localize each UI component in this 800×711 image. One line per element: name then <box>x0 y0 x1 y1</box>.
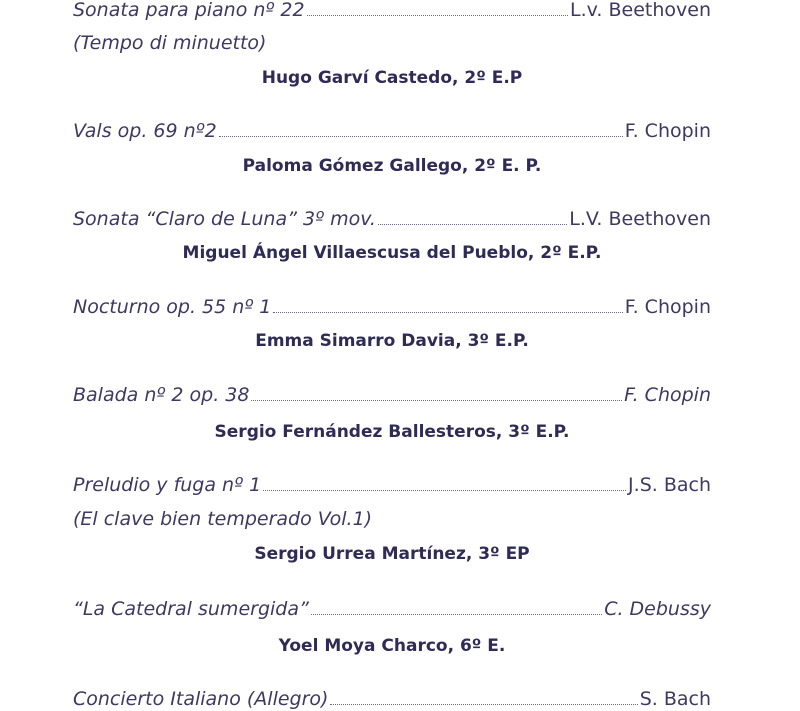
piece-line-vals <box>73 119 711 143</box>
piece-line-concierto-italiano <box>73 687 711 711</box>
performer: Sergio Fernández Ballesteros, 3º E.P. <box>214 422 570 442</box>
dot-leader <box>378 224 567 225</box>
piece-title: Concierto Italiano (Allegro) <box>73 688 329 710</box>
performer: Yoel Moya Charco, 6º E. <box>278 636 506 656</box>
piece-line-preludio <box>73 473 711 497</box>
piece-title: Balada nº 2 op. 38 <box>73 384 250 406</box>
piece-title: “La Catedral sumergida” <box>73 598 309 620</box>
performer: Paloma Gómez Gallego, 2º E. P. <box>242 156 542 176</box>
dot-leader <box>251 400 622 401</box>
piece-line-balada <box>73 383 711 407</box>
piece-title: Vals op. 69 nº2 <box>73 120 217 142</box>
composer: L.v. Beethoven <box>570 0 711 21</box>
dot-leader <box>307 15 568 16</box>
dot-leader <box>311 614 602 615</box>
dot-leader <box>263 490 626 491</box>
performer: Sergio Urrea Martínez, 3º EP <box>254 544 530 564</box>
performer: Hugo Garví Castedo, 2º E.P <box>261 68 523 88</box>
dot-leader <box>273 312 622 313</box>
composer: F. Chopin <box>624 384 711 406</box>
piece-subtitle: (El clave bien temperado Vol.1) <box>73 508 373 530</box>
composer: F. Chopin <box>624 296 711 318</box>
dot-leader <box>330 704 637 705</box>
dot-leader <box>219 136 623 137</box>
piece-title: Preludio y fuga nº 1 <box>73 474 262 496</box>
piece-title: Nocturno op. 55 nº 1 <box>73 296 272 318</box>
piece-title: Sonata “Claro de Luna” 3º mov. <box>73 208 376 230</box>
piece-line-catedral <box>73 597 711 621</box>
performer: Emma Simarro Davia, 3º E.P. <box>255 331 529 351</box>
piece-title: Sonata para piano nº 22 <box>73 0 305 21</box>
piece-line-sonata-22 <box>73 0 711 22</box>
composer: J.S. Bach <box>628 474 711 496</box>
piece-line-nocturno <box>73 295 711 319</box>
composer: L.V. Beethoven <box>569 208 711 230</box>
composer: F. Chopin <box>624 120 711 142</box>
composer: S. Bach <box>639 688 711 710</box>
piece-subtitle: (Tempo di minuetto) <box>73 32 267 54</box>
performer: Miguel Ángel Villaescusa del Pueblo, 2º E.P. <box>182 243 602 263</box>
composer: C. Debussy <box>604 598 711 620</box>
piece-line-claro-de-luna <box>73 207 711 231</box>
